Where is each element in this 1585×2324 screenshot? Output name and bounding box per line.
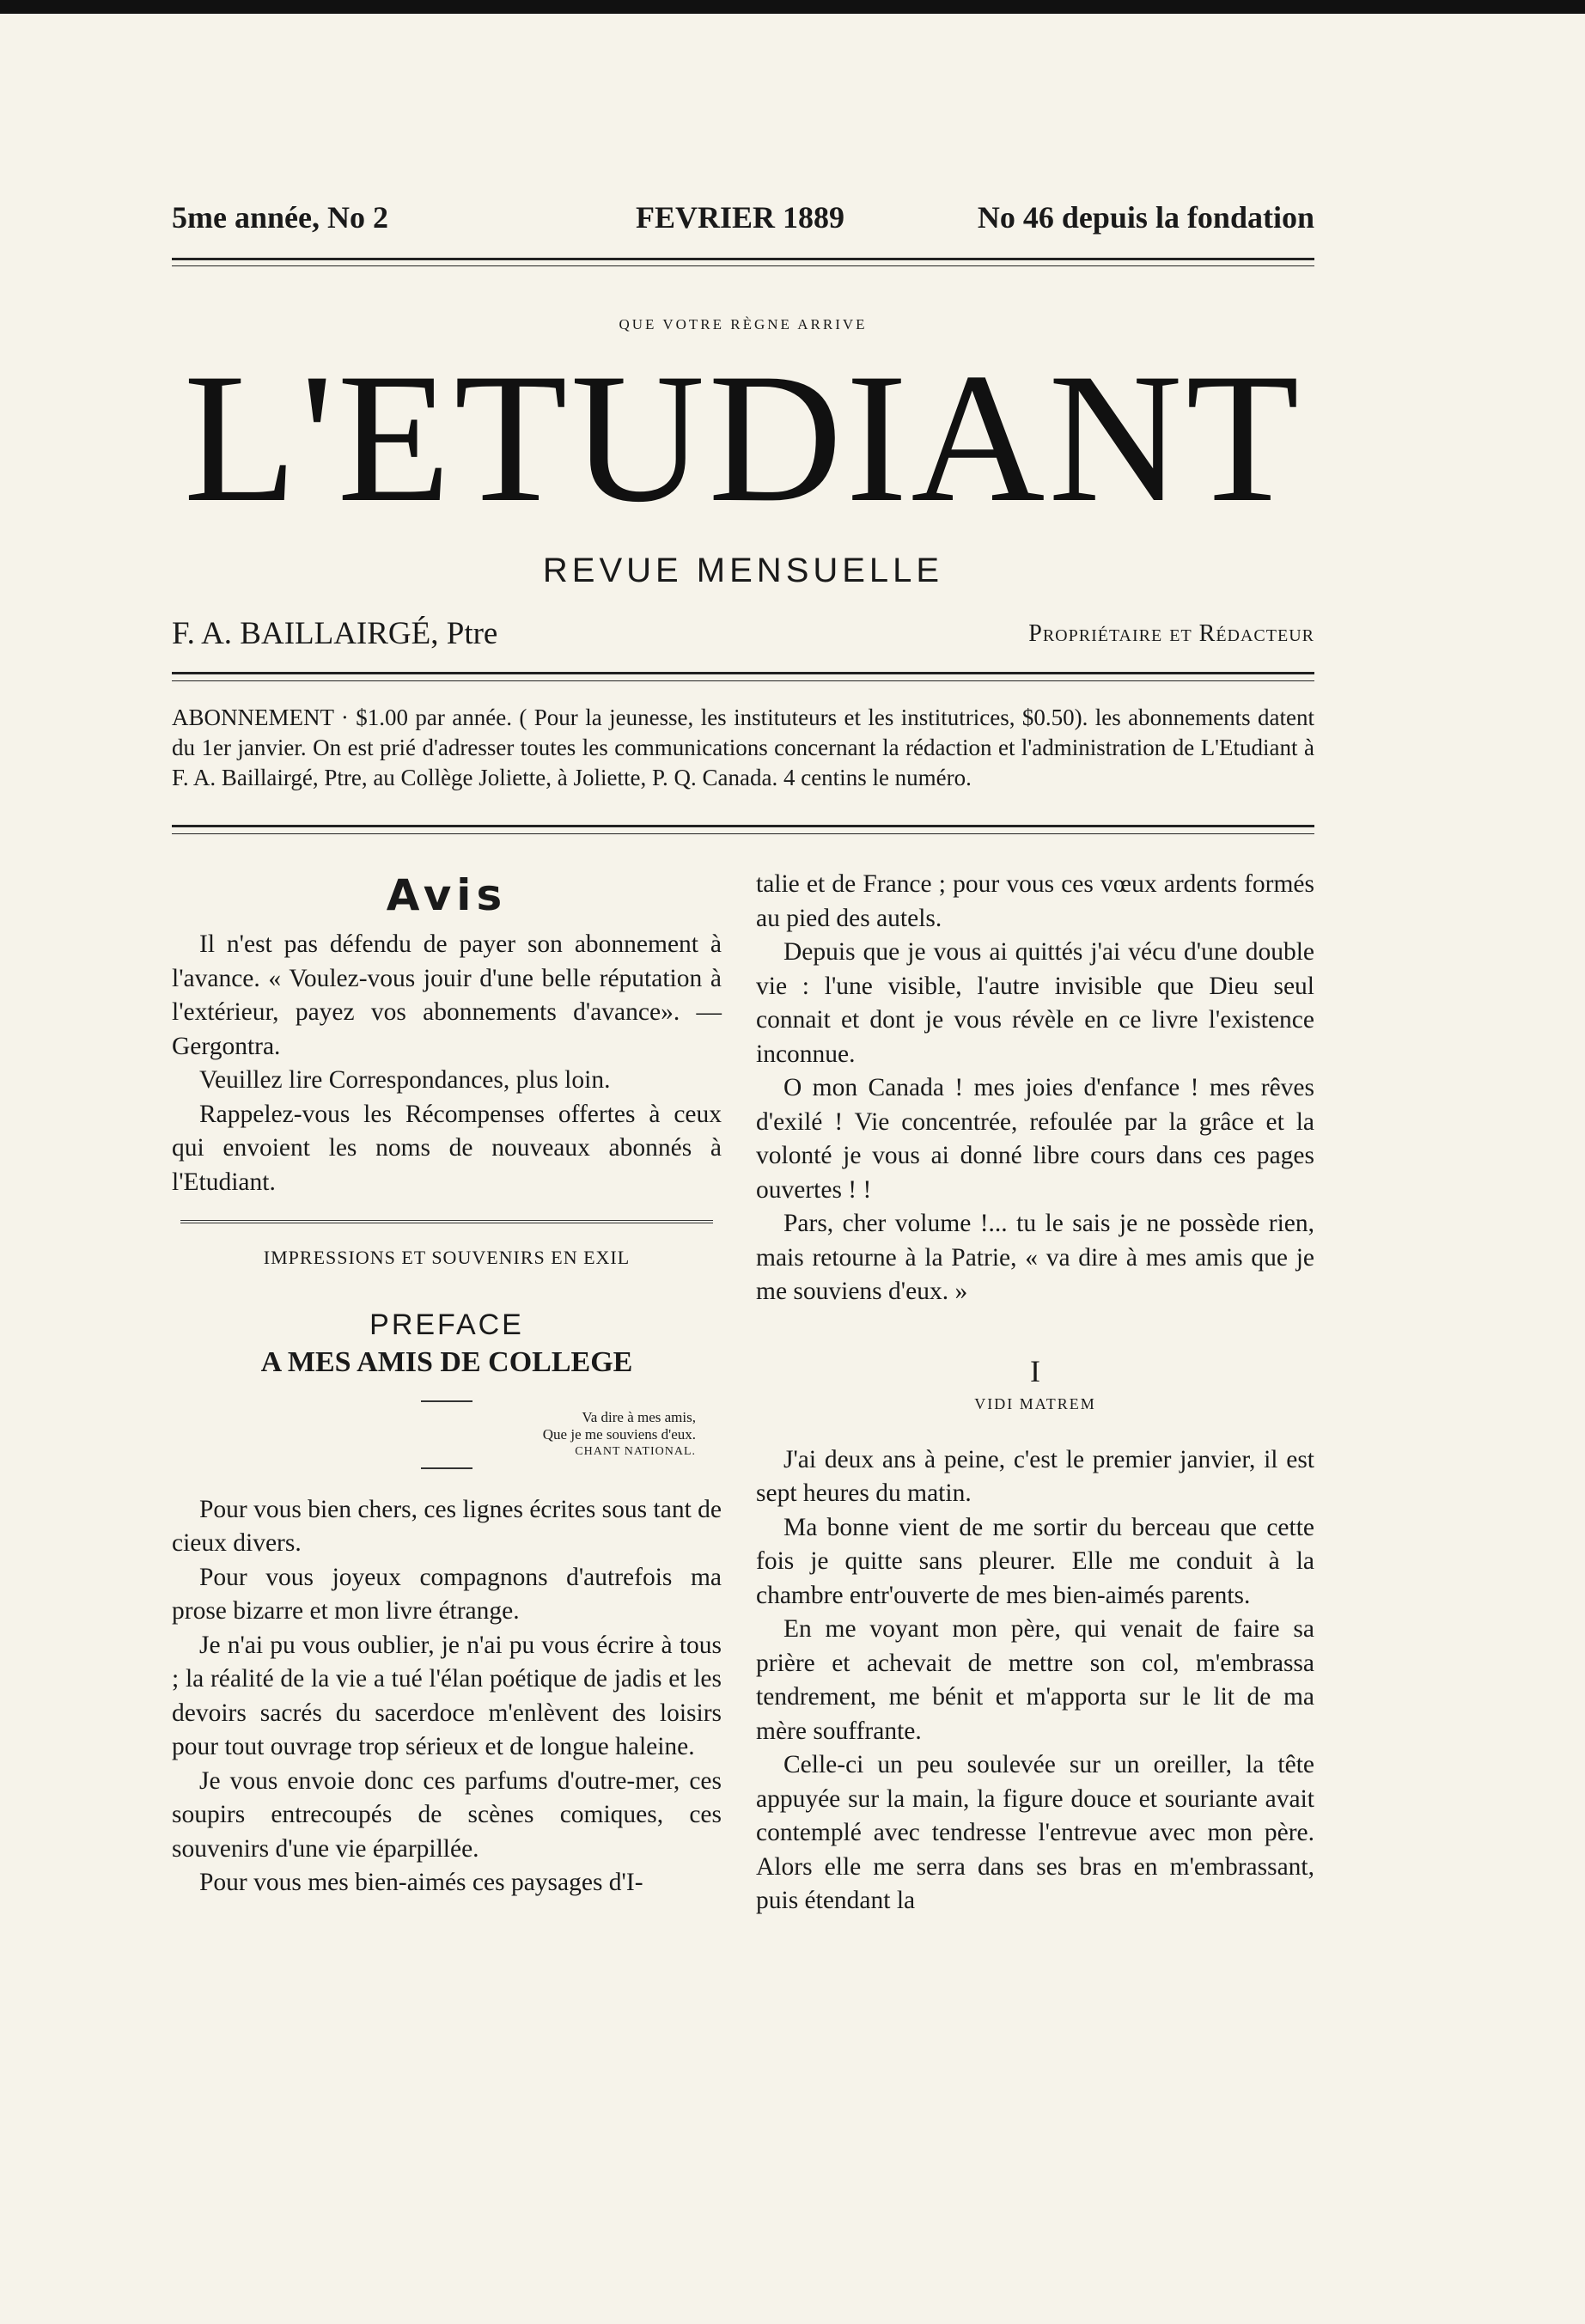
epigraph xyxy=(481,1409,696,1461)
article-section-title: IMPRESSIONS ET SOUVENIRS EN EXIL xyxy=(263,1247,631,1268)
masthead-subtitle: REVUE MENSUELLE xyxy=(542,552,944,589)
chapter-number: I xyxy=(1030,1353,1040,1388)
preface-heading: PREFACE xyxy=(369,1308,524,1341)
preface-paragraph: Pour vous mes bien-aimés ces paysages d'I- xyxy=(199,1869,643,1896)
epigraph-rule xyxy=(421,1467,472,1469)
editor-name: F. A. BAILLAIRGÉ, Ptre xyxy=(172,616,498,651)
header-rule xyxy=(172,258,1314,260)
issue-count: No 46 depuis la fondation xyxy=(977,200,1314,235)
chapter-paragraph: J'ai deux ans à peine, c'est le premier janvier, il est sept heures du matin. xyxy=(756,1445,1314,1507)
preface-paragraph: Je vous envoie donc ces parfums d'outre-mer, ces soupirs entrecoupés de scènes comiques, ces souvenirs d'une vie éparpillée. xyxy=(172,1766,722,1863)
subscription-top-rule-thin xyxy=(172,680,1314,681)
masthead-title: L'ETUDIANT xyxy=(183,335,1303,540)
epigraph-line: Que je me souviens d'eux. xyxy=(542,1425,696,1443)
right-column xyxy=(756,868,1314,1918)
top-border xyxy=(0,0,1585,14)
epigraph-source: CHANT NATIONAL. xyxy=(575,1444,696,1458)
header-rule-thin xyxy=(172,265,1314,266)
body-top-rule xyxy=(172,825,1314,827)
preface-paragraph: Pour vous bien chers, ces lignes écrites sous tant de cieux divers. xyxy=(172,1495,722,1557)
dedication-heading: A MES AMIS DE COLLEGE xyxy=(260,1345,633,1378)
subscription-text: ABONNEMENT · $1.00 par année. ( Pour la jeunesse, les instituteurs et les institutrices, $0.50). les abonnements datent du 1er janvier. On est prié d'adresser toutes les communications concernant la rédaction et l'administration de L'Etudiant à F. A. Baillairgé, Ptre, au Collège Joliette, à Joliette, P. Q. Canada. 4 centins le numéro. xyxy=(172,705,1314,790)
chapter-title: VIDI MATREM xyxy=(974,1394,1096,1412)
body-top-rule-thin xyxy=(172,833,1314,834)
avis-title: Avis xyxy=(386,870,508,920)
epigraph-line: Va dire à mes amis, xyxy=(582,1408,696,1425)
issue-date: FEVRIER 1889 xyxy=(636,200,845,235)
section-divider xyxy=(180,1220,713,1223)
preface-paragraph: Pars, cher volume !... tu le sais je ne possède rien, mais retourne à la Patrie, « va dire à mes amis que je me souviens d'eux. » xyxy=(756,1210,1314,1305)
issue-number: 5me année, No 2 xyxy=(172,200,388,235)
preface-paragraph: O mon Canada ! mes joies d'enfance ! mes rêves d'exilé ! Vie concentrée, refoulée par la grâce et la volonté je vous ai donné libre cours dans ces pages ouvertes ! ! xyxy=(756,1074,1314,1204)
epigraph-rule xyxy=(421,1400,472,1402)
preface-paragraph: talie et de France ; pour vous ces vœux ardents formés au pied des autels. xyxy=(756,870,1314,932)
chapter-paragraph: Ma bonne vient de me sortir du berceau que cette fois je quitte sans pleurer. Elle me conduit à la chambre entr'ouverte de mes bien-aimés parents. xyxy=(756,1513,1314,1609)
chapter-paragraph: En me voyant mon père, qui venait de faire sa prière et achevait de mettre son col, m'embrassa tendrement, me bénit et m'apporta sur le lit de ma mère souffrante. xyxy=(756,1615,1314,1745)
preface-paragraph: Depuis que je vous ai quittés j'ai vécu d'une double vie : l'une visible, l'autre invisible que Dieu seul connait et dont je vous révèle en ce livre l'existence inconnue. xyxy=(756,938,1314,1068)
avis-paragraph: Il n'est pas défendu de payer son abonnement à l'avance. « Voulez-vous jouir d'une belle réputation à l'extérieur, payez vos abonnements d'avance». — Gergontra. xyxy=(172,930,722,1060)
chapter-paragraph: Celle-ci un peu soulevée sur un oreiller, la tête appuyée sur la main, la figure douce et souriante avait contemplé avec tendresse l'entrevue avec mon père. Alors elle me serra dans ses bras en m'embrassant, puis étendant la xyxy=(756,1751,1314,1914)
preface-paragraph: Je n'ai pu vous oublier, je n'ai pu vous écrire à tous ; la réalité de la vie a tué l'élan poétique de jadis et les devoirs sacrés du sacerdoce m'enlèvent des loisirs pour tout ouvrage trop sérieux et de longue haleine. xyxy=(172,1631,722,1760)
motto: QUE VOTRE RÈGNE ARRIVE xyxy=(619,316,868,332)
left-column xyxy=(172,868,722,1900)
preface-paragraph: Pour vous joyeux compagnons d'autrefois ma prose bizarre et mon livre étrange. xyxy=(172,1563,722,1625)
avis-paragraph: Veuillez lire Correspondances, plus loin. xyxy=(199,1066,611,1094)
subscription-top-rule xyxy=(172,672,1314,674)
editor-role: Propriétaire et Rédacteur xyxy=(1028,620,1314,647)
subscription-notice xyxy=(172,703,1314,793)
avis-paragraph: Rappelez-vous les Récompenses offertes à ceux qui envoient les noms de nouveaux abonnés à l'Etudiant. xyxy=(172,1100,722,1196)
